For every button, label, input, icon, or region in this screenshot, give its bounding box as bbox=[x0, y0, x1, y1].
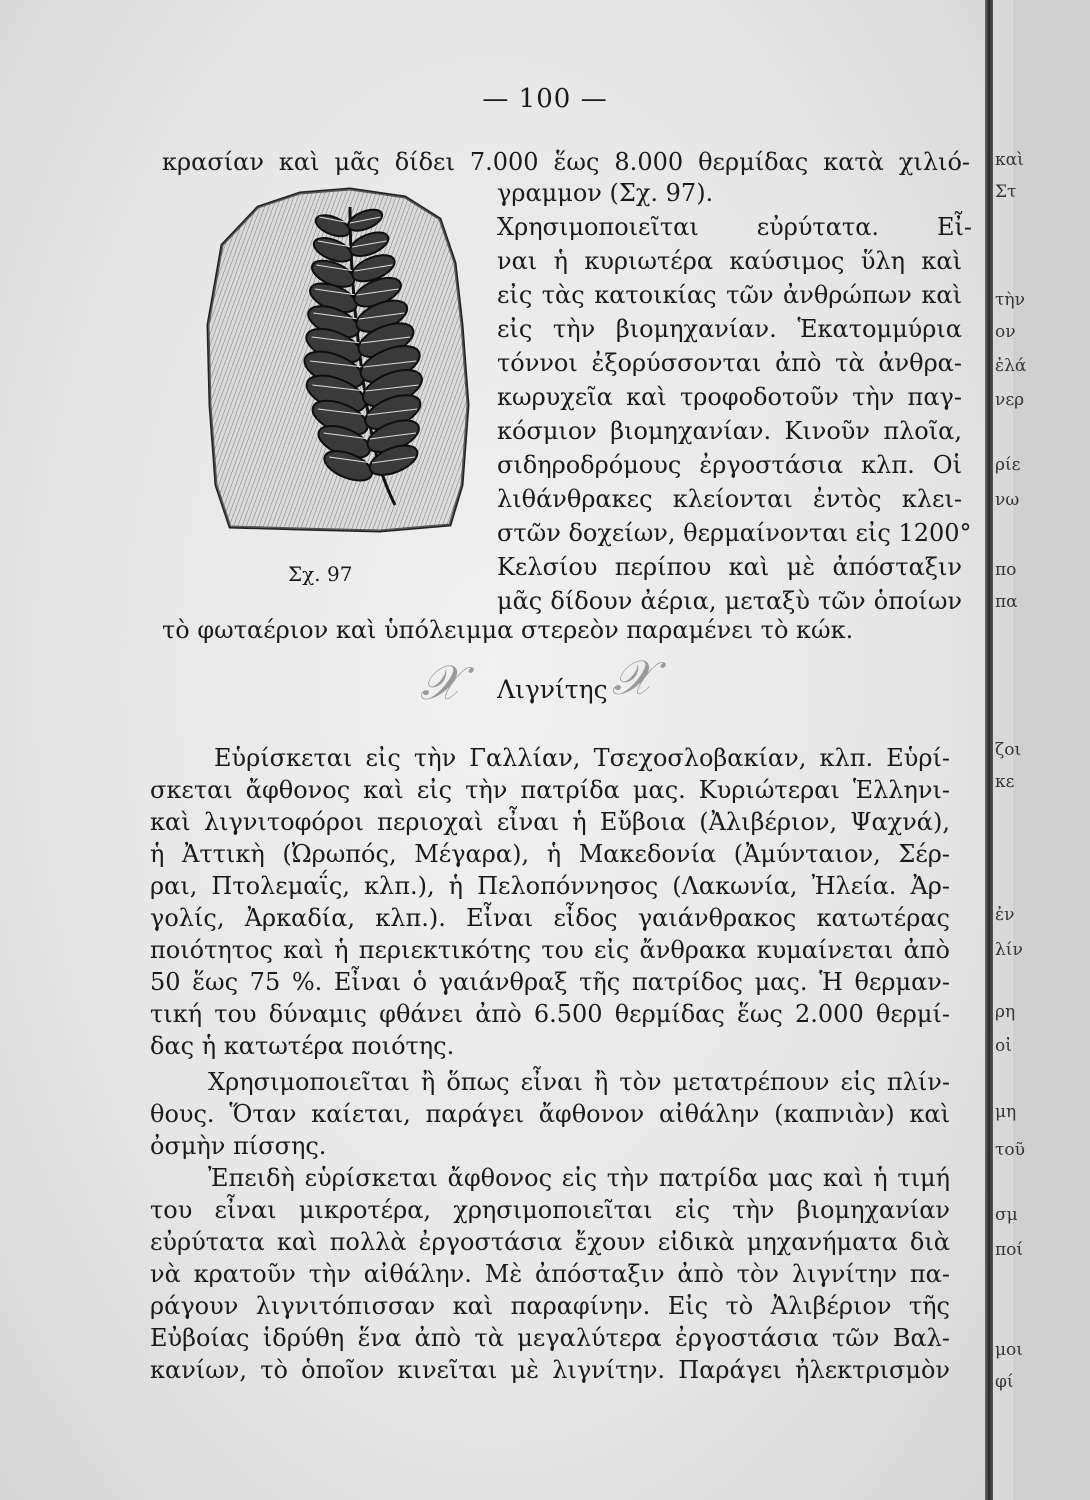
text-line: εἰς τὴν βιομηχανίαν. Ἑκατομμύρια bbox=[497, 315, 962, 343]
adjacent-page-fragment: ρίε bbox=[995, 455, 1021, 475]
text-line: θους. Ὅταν καίεται, παράγει ἄφθονον αἰθάλην (καπνιὰν) καὶ bbox=[150, 1100, 950, 1128]
adjacent-page-fragment: οἰ bbox=[995, 1036, 1012, 1056]
text-line: Εὐβοίας ἱδρύθη ἕνα ἀπὸ τὰ μεγαλύτερα ἐργοστάσια τῶν Βαλ- bbox=[150, 1324, 950, 1352]
adjacent-page-fragment: νερ bbox=[995, 390, 1025, 410]
text-line: κόσμιον βιομηχανίαν. Κινοῦν πλοῖα, bbox=[497, 417, 962, 445]
adjacent-page-fragment: κε bbox=[995, 772, 1015, 792]
pencil-mark: 𝒳 bbox=[612, 650, 654, 706]
adjacent-page-fragment: ον bbox=[995, 322, 1016, 342]
adjacent-page-fragment: νω bbox=[995, 490, 1020, 510]
text-line: τὸ φωταέριον καὶ ὑπόλειμμα στερεὸν παραμένει τὸ κώκ. bbox=[162, 616, 854, 644]
adjacent-page-fragment: ἐν bbox=[995, 905, 1015, 925]
adjacent-page-fragment: ζοι bbox=[995, 740, 1022, 760]
section-heading: Λιγνίτης bbox=[497, 675, 608, 704]
text-line: τόννοι ἐξορύσσονται ἀπὸ τὰ ἀνθρα- bbox=[497, 349, 962, 377]
text-line: ποιότητος καὶ ἡ περιεκτικότης του εἰς ἄνθρακα κυμαίνεται ἀπὸ bbox=[150, 936, 950, 964]
text-line: λιθάνθρακες κλείονται ἐντὸς κλει- bbox=[497, 485, 962, 513]
text-line: δας ἡ κατωτέρα ποιότης. bbox=[150, 1032, 455, 1060]
text-line: Χρησιμοποιεῖται ἢ ὅπως εἶναι ἢ τὸν μετατρέπουν εἰς πλίν- bbox=[208, 1068, 950, 1096]
text-line: τική του δύναμις φθάνει ἀπὸ 6.500 θερμίδας ἕως 2.000 θερμί- bbox=[150, 1000, 950, 1028]
adjacent-page-fragment: μοι bbox=[995, 1340, 1023, 1360]
text-line: 50 ἕως 75 %. Εἶναι ὁ γαιάνθραξ τῆς πατρίδος μας. Ἡ θερμαν- bbox=[150, 968, 950, 996]
page-number: — 100 — bbox=[482, 84, 608, 114]
text-line: σκεται ἄφθονος καὶ εἰς τὴν πατρίδα μας. Κυριώτεραι Ἑλληνι- bbox=[150, 776, 950, 804]
adjacent-page-fragment: σμ bbox=[995, 1205, 1018, 1225]
figure-caption: Σχ. 97 bbox=[288, 562, 353, 586]
text-line: Κελσίου περίπου καὶ μὲ ἀπόσταξιν bbox=[497, 553, 962, 581]
text-line: ναι ἡ κυριωτέρα καύσιμος ὕλη καὶ bbox=[497, 247, 962, 275]
adjacent-page-edge bbox=[993, 0, 1027, 1500]
text-line: ράγουν λιγνιτόπισσαν καὶ παραφίνην. Εἰς τὸ Ἀλιβέριον τῆς bbox=[150, 1292, 950, 1320]
adjacent-page-fragment: ποί bbox=[995, 1240, 1024, 1260]
text-line: εἰς τὰς κατοικίας τῶν ἀνθρώπων καὶ bbox=[497, 281, 962, 309]
adjacent-page-fragment: ἐλά bbox=[995, 356, 1027, 376]
text-line: στῶν δοχείων, θερμαίνονται εἰς 1200° bbox=[497, 519, 972, 547]
adjacent-page-fragment: ρη bbox=[995, 1002, 1016, 1022]
adjacent-page-fragment: τὴν bbox=[995, 290, 1025, 310]
text-line: μᾶς δίδουν ἀέρια, μεταξὺ τῶν ὁποίων bbox=[497, 587, 962, 615]
text-line: νὰ κρατοῦν τὴν αἰθάλην. Μὲ ἀπόσταξιν ἀπὸ τὸν λιγνίτην πα- bbox=[150, 1260, 950, 1288]
text-line: καὶ λιγνιτοφόροι περιοχαὶ εἶναι ἡ Εὔβοια (Ἀλιβέριον, Ψαχνά), bbox=[150, 808, 950, 836]
text-line: ραι, Πτολεμαΐς, κλπ.), ἡ Πελοπόννησος (Λακωνία, Ἠλεία. Ἀρ- bbox=[150, 872, 950, 900]
adjacent-page-fragment: φί bbox=[995, 1372, 1014, 1392]
adjacent-page-fragment: Στ bbox=[995, 182, 1017, 202]
adjacent-page-fragment: πα bbox=[995, 592, 1018, 612]
text-line: ὀσμὴν πίσσης. bbox=[150, 1132, 327, 1160]
text-line: Ἐπειδὴ εὑρίσκεται ἄφθονος εἰς τὴν πατρίδα μας καὶ ἡ τιμή bbox=[208, 1164, 950, 1192]
text-line: γολίς, Ἀρκαδία, κλπ.). Εἶναι εἶδος γαιάνθρακος κατωτέρας bbox=[150, 904, 950, 932]
text-line: του εἶναι μικροτέρα, χρησιμοποιεῖται εἰς τὴν βιομηχανίαν bbox=[150, 1196, 950, 1224]
book-spine bbox=[985, 0, 993, 1500]
text-line: κωρυχεῖα καὶ τροφοδοτοῦν τὴν παγ- bbox=[497, 383, 962, 411]
text-line: Χρησιμοποιεῖται εὐρύτατα. Εἶ- bbox=[497, 213, 972, 241]
adjacent-page-fragment: μη bbox=[995, 1102, 1017, 1122]
fern-fossil-figure bbox=[200, 185, 472, 535]
text-line: ἡ Ἀττικὴ (Ὠρωπός, Μέγαρα), ἡ Μακεδονία (Ἀμύνταιον, Σέρ- bbox=[150, 840, 950, 868]
text-line: κρασίαν καὶ μᾶς δίδει 7.000 ἕως 8.000 θερμίδας κατὰ χιλιό- bbox=[162, 148, 970, 176]
text-line: σιδηροδρόμους ἐργοστάσια κλπ. Οἱ bbox=[497, 451, 962, 479]
text-line: κανίων, τὸ ὁποῖον κινεῖται μὲ λιγνίτην. Παράγει ἠλεκτρισμὸν bbox=[150, 1356, 950, 1384]
text-line: εὐρύτατα καὶ πολλὰ ἐργοστάσια ἔχουν εἰδικὰ μηχανήματα διὰ bbox=[150, 1228, 950, 1256]
adjacent-page-fragment: λίν bbox=[995, 940, 1023, 960]
adjacent-page-fragment: καὶ bbox=[995, 150, 1024, 170]
adjacent-page-fragment: τοῦ bbox=[995, 1140, 1025, 1160]
text-line: γραμμον (Σχ. 97). bbox=[497, 179, 714, 207]
pencil-mark: 𝒳 bbox=[420, 655, 462, 711]
text-line: Εὑρίσκεται εἰς τὴν Γαλλίαν, Τσεχοσλοβακίαν, κλπ. Εὑρί- bbox=[214, 744, 950, 772]
adjacent-page-fragment: πο bbox=[995, 560, 1017, 580]
